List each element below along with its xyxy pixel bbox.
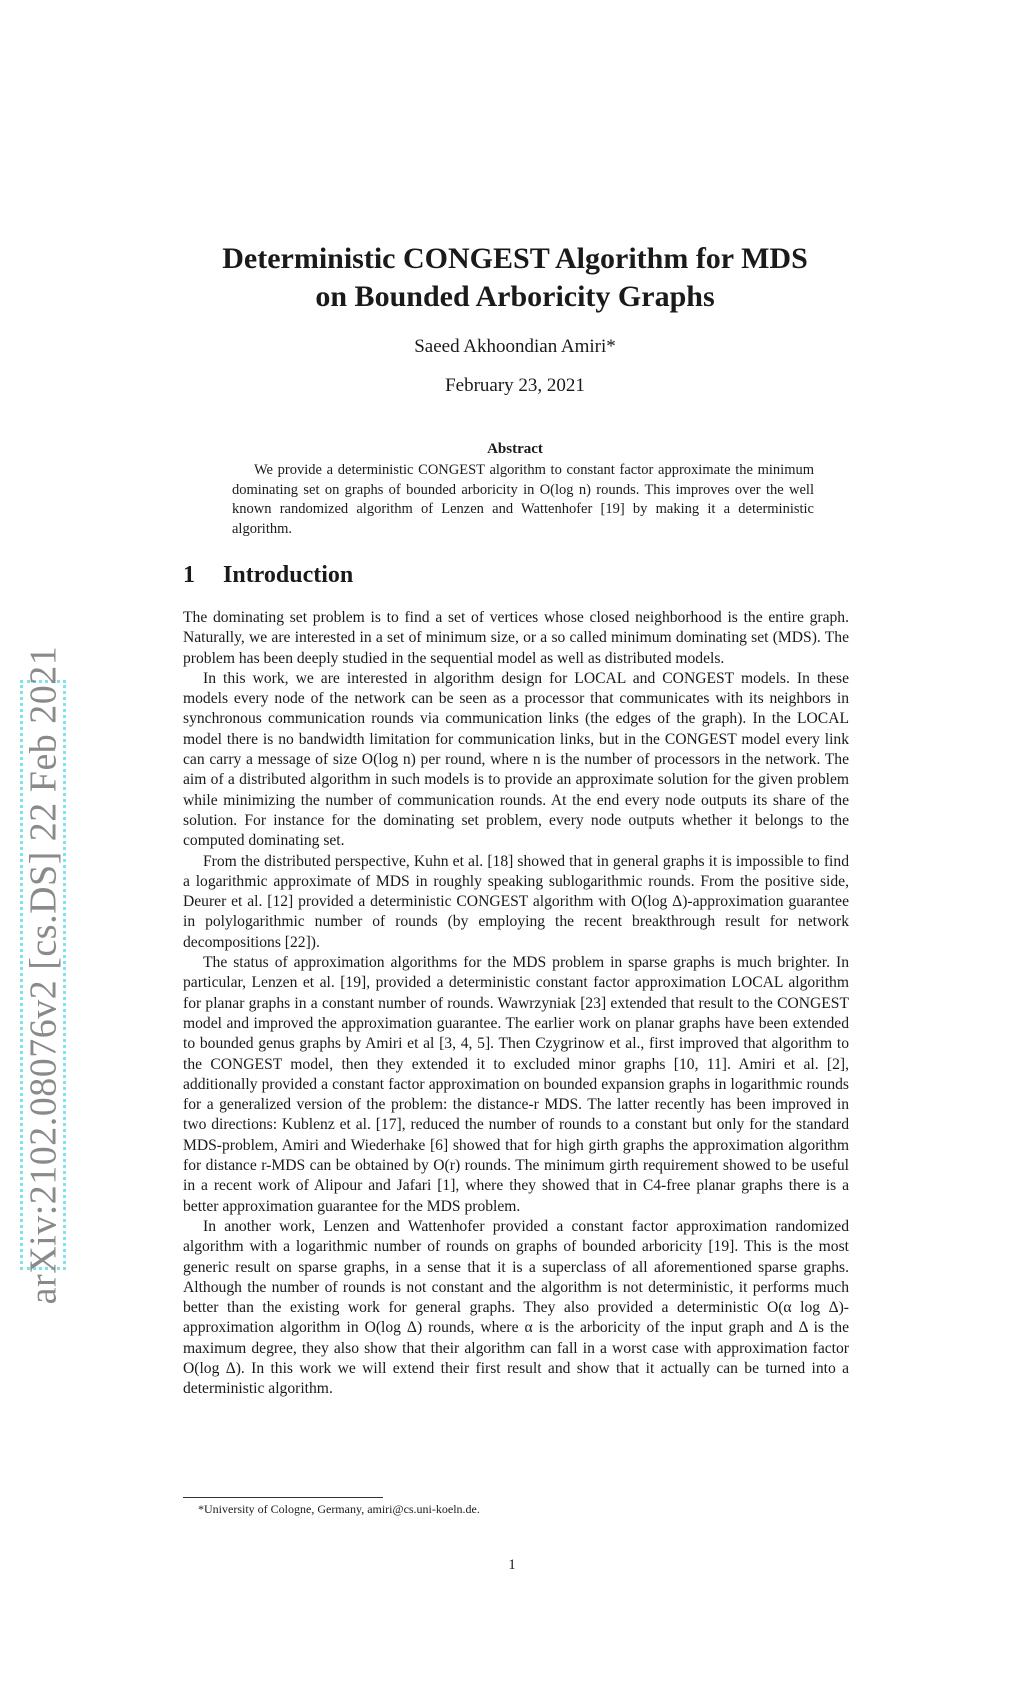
author: Saeed Akhoondian Amiri* <box>414 336 616 357</box>
paragraph-2: In this work, we are interested in algorithm design for LOCAL and CONGEST models. In these models every node of the network can be seen as a processor that communicates with its neighbors in synchronous communication rounds via communication links (the edges of the graph). In the LOCAL model there is no bandwidth limitation for communication links, but in the CONGEST model every link can carry a message of size O(log n) per round, where n is the number of processors in the network. The aim of a distributed algorithm in such models is to provide an approximate solution for the given problem while minimizing the number of communication rounds. At the end every node outputs its share of the solution. For instance for the dominating set problem, every node outputs whether it belongs to the computed dominating set. <box>183 669 849 850</box>
title-line-2: on Bounded Arboricity Graphs <box>315 280 715 313</box>
section-title: Introduction <box>223 562 354 588</box>
footnote: *University of Cologne, Germany, amiri@cs.uni-koeln.de. <box>198 1502 480 1516</box>
arxiv-identifier: arXiv:2102.08076v2 [cs.DS] 22 Feb 2021 <box>22 645 64 1305</box>
section-number: 1 <box>183 562 195 588</box>
abstract-heading: Abstract <box>487 441 543 457</box>
arxiv-stamp <box>20 645 66 1305</box>
body-text <box>183 608 849 1400</box>
paragraph-1: The dominating set problem is to find a set of vertices whose closed neighborhood is the entire graph. Naturally, we are interested in a set of minimum size, or a so called minimum dominating set (MDS). The problem has been deeply studied in the sequential model as well as distributed models. <box>183 609 849 667</box>
title-line-1: Deterministic CONGEST Algorithm for MDS <box>222 242 808 275</box>
date: February 23, 2021 <box>445 375 585 396</box>
paragraph-3: From the distributed perspective, Kuhn et al. [18] showed that in general graphs it is impossible to find a logarithmic approximate of MDS in roughly speaking sublogarithmic rounds. From the positive side, Deurer et al. [12] provided a deterministic CONGEST algorithm with O(log Δ)-approximation guarantee in polylogarithmic number of rounds (by employing the recent breakthrough result for network decompositions [22]). <box>183 852 849 951</box>
section-heading <box>183 562 353 589</box>
abstract-text: We provide a deterministic CONGEST algorithm to constant factor approximate the minimum dominating set on graphs of bounded arboricity in O(log n) rounds. This improves over the well known randomized algorithm of Lenzen and Wattenhofer [19] by making it a deterministic algorithm. <box>232 462 814 537</box>
page-number: 1 <box>508 1557 516 1573</box>
footnote-rule <box>183 1497 383 1498</box>
paragraph-4: The status of approximation algorithms for the MDS problem in sparse graphs is much brighter. In particular, Lenzen et al. [19], provided a deterministic constant factor approximation LOCAL algorithm for planar graphs in a constant number of rounds. Wawrzyniak [23] extended that result to the CONGEST model and improved the approximation guarantee. The earlier work on planar graphs have been extended to bounded genus graphs by Amiri et al [3, 4, 5]. Then Czygrinow et al., first improved that algorithm to the CONGEST model, then they extended it to excluded minor graphs [10, 11]. Amiri et al. [2], additionally provided a constant factor approximation on bounded expansion graphs in logarithmic rounds for a generalized version of the problem: the distance-r MDS. The latter recently has been improved in two directions: Kublenz et al. [17], reduced the number of rounds to a constant but only for the standard MDS-problem, Amiri and Wiederhake [6] showed that for high girth graphs the approximation algorithm for distance r-MDS can be obtained by O(r) rounds. The minimum girth requirement showed to be useful in a recent work of Alipour and Jafari [1], where they showed that in C4-free planar graphs there is a better approximation guarantee for the MDS problem. <box>183 954 849 1215</box>
paragraph-5: In another work, Lenzen and Wattenhofer provided a constant factor approximation randomized algorithm with a logarithmic number of rounds on graphs of bounded arboricity [19]. This is the most generic result on sparse graphs, in a sense that it is a superclass of all aforementioned sparse graphs. Although the number of rounds is not constant and the algorithm is not deterministic, it performs much better than the existing work for general graphs. They also provided a deterministic O(α log Δ)-approximation algorithm in O(log Δ) rounds, where α is the arboricity of the input graph and Δ is the maximum degree, they also show that their algorithm can fall in a worst case with approximation factor O(log Δ). In this work we will extend their first result and show that it actually can be turned into a deterministic algorithm. <box>183 1217 849 1398</box>
paper-title <box>140 240 890 316</box>
